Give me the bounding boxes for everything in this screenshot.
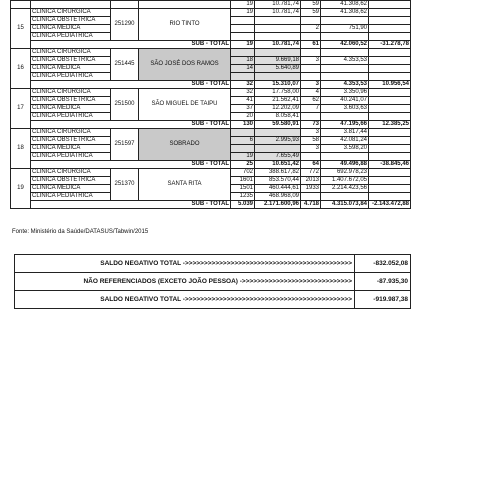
cell-value: 751,90 (321, 25, 369, 33)
empty-cell (369, 49, 411, 57)
cell-value (321, 65, 369, 73)
subtotal-label: SUB - TOTAL (31, 201, 231, 209)
cell-value: 7 (301, 105, 321, 113)
summary-label: SALDO NEGATIVO TOTAL ->>>>>>>>>>>>>>>>>>>>>>>>>>>>>>>>>>>>>>>>>>>> (15, 255, 355, 273)
subtotal-row (11, 161, 411, 169)
cell-value: 41.308,62 (321, 1, 369, 9)
cell-value (231, 145, 255, 153)
cell-value (255, 25, 301, 33)
cell-value: 4.718 (301, 201, 321, 209)
cell-value: 1235 (231, 193, 255, 201)
row-number: 19 (11, 169, 31, 209)
summary-table (14, 254, 411, 309)
cell-value: 42.081,24 (321, 137, 369, 145)
cell-value (255, 129, 301, 137)
cell-value (255, 17, 301, 25)
clinic-type: CLINICA CIRURGICA (31, 9, 111, 17)
clinic-type: CLINICA MÉDICA (31, 185, 111, 193)
empty-cell (369, 185, 411, 193)
cell-value: 2.214.423,56 (321, 185, 369, 193)
municipality-code: 251445 (111, 49, 139, 81)
clinic-type: CLINICA OBSTETRICA (31, 177, 111, 185)
empty-cell (369, 193, 411, 201)
cell-value: 3 (301, 57, 321, 65)
cell-value (231, 49, 255, 57)
empty-cell (369, 73, 411, 81)
subtotal-row (11, 201, 411, 209)
empty-cell (139, 1, 231, 9)
cell-value (231, 25, 255, 33)
subtotal-label: SUB - TOTAL (31, 41, 231, 49)
subtotal-label: SUB - TOTAL (31, 121, 231, 129)
summary-label: NÃO REFERENCIADOS (EXCETO JOÃO PESSOA) ->>>>>>>>>>>>>>>>>>>>>>>>>>>>> (15, 273, 355, 291)
cell-value: 21.562,41 (255, 97, 301, 105)
cell-value: 1.407.672,05 (321, 177, 369, 185)
cell-value (321, 17, 369, 25)
clinic-type: CLINICA MÉDICA (31, 145, 111, 153)
cell-value (301, 113, 321, 121)
cell-value (301, 153, 321, 161)
cell-value (301, 193, 321, 201)
cell-value: 4 (301, 89, 321, 97)
hospital-data-table (10, 0, 411, 209)
cell-value: 47.195,66 (321, 121, 369, 129)
cell-value: 2.171.600,96 (255, 201, 301, 209)
balance-value: 12.385,25 (369, 121, 411, 129)
cell-value (321, 49, 369, 57)
cell-value (301, 49, 321, 57)
cell-value: 49.496,88 (321, 161, 369, 169)
cell-value: 3 (301, 145, 321, 153)
empty-cell (369, 9, 411, 17)
municipality-name: SANTA RITA (139, 169, 231, 201)
cell-value: 4.353,53 (321, 81, 369, 89)
empty-cell (369, 17, 411, 25)
cell-value: 10.781,74 (255, 1, 301, 9)
clinic-type: CLINICA MÉDICA (31, 105, 111, 113)
cell-value: 5.640,89 (255, 65, 301, 73)
municipality-code: 251290 (111, 9, 139, 41)
cell-value (301, 65, 321, 73)
municipality-code: 251597 (111, 129, 139, 161)
cell-value: 41.308,62 (321, 9, 369, 17)
empty-cell (369, 33, 411, 41)
cell-value: 64 (301, 161, 321, 169)
table-row (11, 129, 411, 137)
cell-value: 15.310,07 (255, 81, 301, 89)
balance-value: 10.956,54 (369, 81, 411, 89)
summary-value: -87.935,30 (355, 273, 411, 291)
cell-value: 468.968,09 (255, 193, 301, 201)
empty-cell (11, 1, 31, 9)
clinic-type: CLINICA PEDIATRICA (31, 33, 111, 41)
cell-value: 61 (301, 41, 321, 49)
summary-label: SALDO NEGATIVO TOTAL ->>>>>>>>>>>>>>>>>>>>>>>>>>>>>>>>>>>>>>>>>>>> (15, 291, 355, 309)
municipality-name: SÃO MIGUEL DE TAIPU (139, 89, 231, 121)
cell-value: 14 (231, 65, 255, 73)
subtotal-label: SUB - TOTAL (31, 161, 231, 169)
cell-value: 12.202,09 (255, 105, 301, 113)
cell-value (231, 129, 255, 137)
clinic-type: CLINICA CIRURGICA (31, 49, 111, 57)
cell-value (255, 33, 301, 41)
empty-cell (369, 97, 411, 105)
table-row (11, 169, 411, 177)
cell-value: 41 (231, 97, 255, 105)
cell-value: 5.039 (231, 201, 255, 209)
source-note: Fonte: Ministério da Saúde/DATASUS/Tabwin/2015 (12, 229, 149, 235)
clinic-type: CLINICA PEDIATRICA (31, 193, 111, 201)
cell-value: 2013 (301, 177, 321, 185)
cell-value: 692.978,23 (321, 169, 369, 177)
empty-cell (369, 129, 411, 137)
empty-cell (369, 153, 411, 161)
cell-value: 19 (231, 41, 255, 49)
summary-row (15, 273, 411, 291)
table-row (11, 49, 411, 57)
cell-value: 7.655,49 (255, 153, 301, 161)
cell-value: 62 (301, 97, 321, 105)
table-row (11, 1, 411, 9)
cell-value (231, 17, 255, 25)
cell-value: 1933 (301, 185, 321, 193)
cell-value: 17.758,00 (255, 89, 301, 97)
empty-cell (369, 105, 411, 113)
cell-value: 59.580,91 (255, 121, 301, 129)
cell-value: 3 (301, 81, 321, 89)
cell-value: 19 (231, 9, 255, 17)
cell-value: 460.444,61 (255, 185, 301, 193)
cell-value (231, 33, 255, 41)
empty-cell (111, 1, 139, 9)
empty-cell (369, 113, 411, 121)
row-number: 17 (11, 89, 31, 129)
summary-row (15, 291, 411, 309)
cell-value (255, 145, 301, 153)
clinic-type: CLINICA PEDIATRICA (31, 113, 111, 121)
balance-value: -2.143.472,88 (369, 201, 411, 209)
summary-value: -919.987,38 (355, 291, 411, 309)
cell-value: 388.617,82 (255, 169, 301, 177)
cell-value: 130 (231, 121, 255, 129)
cell-value: 1501 (231, 185, 255, 193)
cell-value (301, 73, 321, 81)
cell-value: 702 (231, 169, 255, 177)
cell-value (255, 73, 301, 81)
clinic-type: CLINICA PEDIATRICA (31, 153, 111, 161)
empty-cell (369, 57, 411, 65)
cell-value (321, 193, 369, 201)
cell-value: 59 (301, 9, 321, 17)
cell-value: 8.058,41 (255, 113, 301, 121)
cell-value: 3 (301, 129, 321, 137)
cell-value (321, 73, 369, 81)
subtotal-row (11, 41, 411, 49)
municipality-name: RIO TINTO (139, 9, 231, 41)
cell-value (301, 33, 321, 41)
clinic-type: CLINICA MÉDICA (31, 65, 111, 73)
subtotal-row (11, 121, 411, 129)
empty-cell (369, 89, 411, 97)
row-number: 18 (11, 129, 31, 169)
cell-value: 3.598,20 (321, 145, 369, 153)
summary-row (15, 255, 411, 273)
cell-value: 9.669,18 (255, 57, 301, 65)
cell-value (321, 33, 369, 41)
cell-value (369, 1, 411, 9)
balance-value: -38.845,46 (369, 161, 411, 169)
cell-value: 25 (231, 161, 255, 169)
cell-value: 10.651,42 (255, 161, 301, 169)
cell-value: 772 (301, 169, 321, 177)
empty-cell (369, 145, 411, 153)
cell-value (255, 49, 301, 57)
cell-value: 2 (301, 25, 321, 33)
cell-value: 4.315.073,84 (321, 201, 369, 209)
cell-value: 32 (231, 81, 255, 89)
cell-value: 3.603,63 (321, 105, 369, 113)
empty-cell (369, 25, 411, 33)
empty-cell (369, 137, 411, 145)
clinic-type: CLINICA OBSTETRICA (31, 57, 111, 65)
cell-value: 37 (231, 105, 255, 113)
cell-value: 4.353,53 (321, 57, 369, 65)
cell-value: 3.817,44 (321, 129, 369, 137)
clinic-type: CLINICA OBSTETRICA (31, 137, 111, 145)
clinic-type: CLINICA MÉDICA (31, 25, 111, 33)
cell-value: 1601 (231, 177, 255, 185)
cell-value: 10.781,74 (255, 41, 301, 49)
empty-cell (369, 65, 411, 73)
cell-value: 73 (301, 121, 321, 129)
cell-value: 10.781,74 (255, 9, 301, 17)
subtotal-row (11, 81, 411, 89)
cell-value (321, 113, 369, 121)
cell-value (301, 17, 321, 25)
table-row (11, 89, 411, 97)
cell-value: 18 (231, 57, 255, 65)
cell-value: 20 (231, 113, 255, 121)
municipality-code: 251500 (111, 89, 139, 121)
clinic-type: CLINICA OBSTETRICA (31, 17, 111, 25)
balance-value: -31.278,78 (369, 41, 411, 49)
cell-value: 853.570,44 (255, 177, 301, 185)
subtotal-label: SUB - TOTAL (31, 81, 231, 89)
clinic-type: CLINICA CIRURGICA (31, 129, 111, 137)
empty-cell (369, 177, 411, 185)
cell-value (231, 73, 255, 81)
cell-value: 6 (231, 137, 255, 145)
table-row (11, 9, 411, 17)
empty-cell (31, 1, 111, 9)
row-number: 15 (11, 9, 31, 49)
cell-value: 58 (301, 137, 321, 145)
cell-value: 19 (231, 153, 255, 161)
municipality-code: 251370 (111, 169, 139, 201)
cell-value: 3.350,96 (321, 89, 369, 97)
municipality-name: SÃO JOSÉ DOS RAMOS (139, 49, 231, 81)
cell-value: 42.060,52 (321, 41, 369, 49)
clinic-type: CLINICA CIRURGICA (31, 169, 111, 177)
municipality-name: SOBRADO (139, 129, 231, 161)
cell-value: 59 (301, 1, 321, 9)
cell-value: 2.995,93 (255, 137, 301, 145)
cell-value: 19 (231, 1, 255, 9)
cell-value (321, 153, 369, 161)
cell-value: 40.241,07 (321, 97, 369, 105)
cell-value: 32 (231, 89, 255, 97)
clinic-type: CLINICA PEDIATRICA (31, 73, 111, 81)
row-number: 16 (11, 49, 31, 89)
clinic-type: CLINICA OBSTETRICA (31, 97, 111, 105)
summary-value: -832.052,08 (355, 255, 411, 273)
clinic-type: CLINICA CIRURGICA (31, 89, 111, 97)
empty-cell (369, 169, 411, 177)
